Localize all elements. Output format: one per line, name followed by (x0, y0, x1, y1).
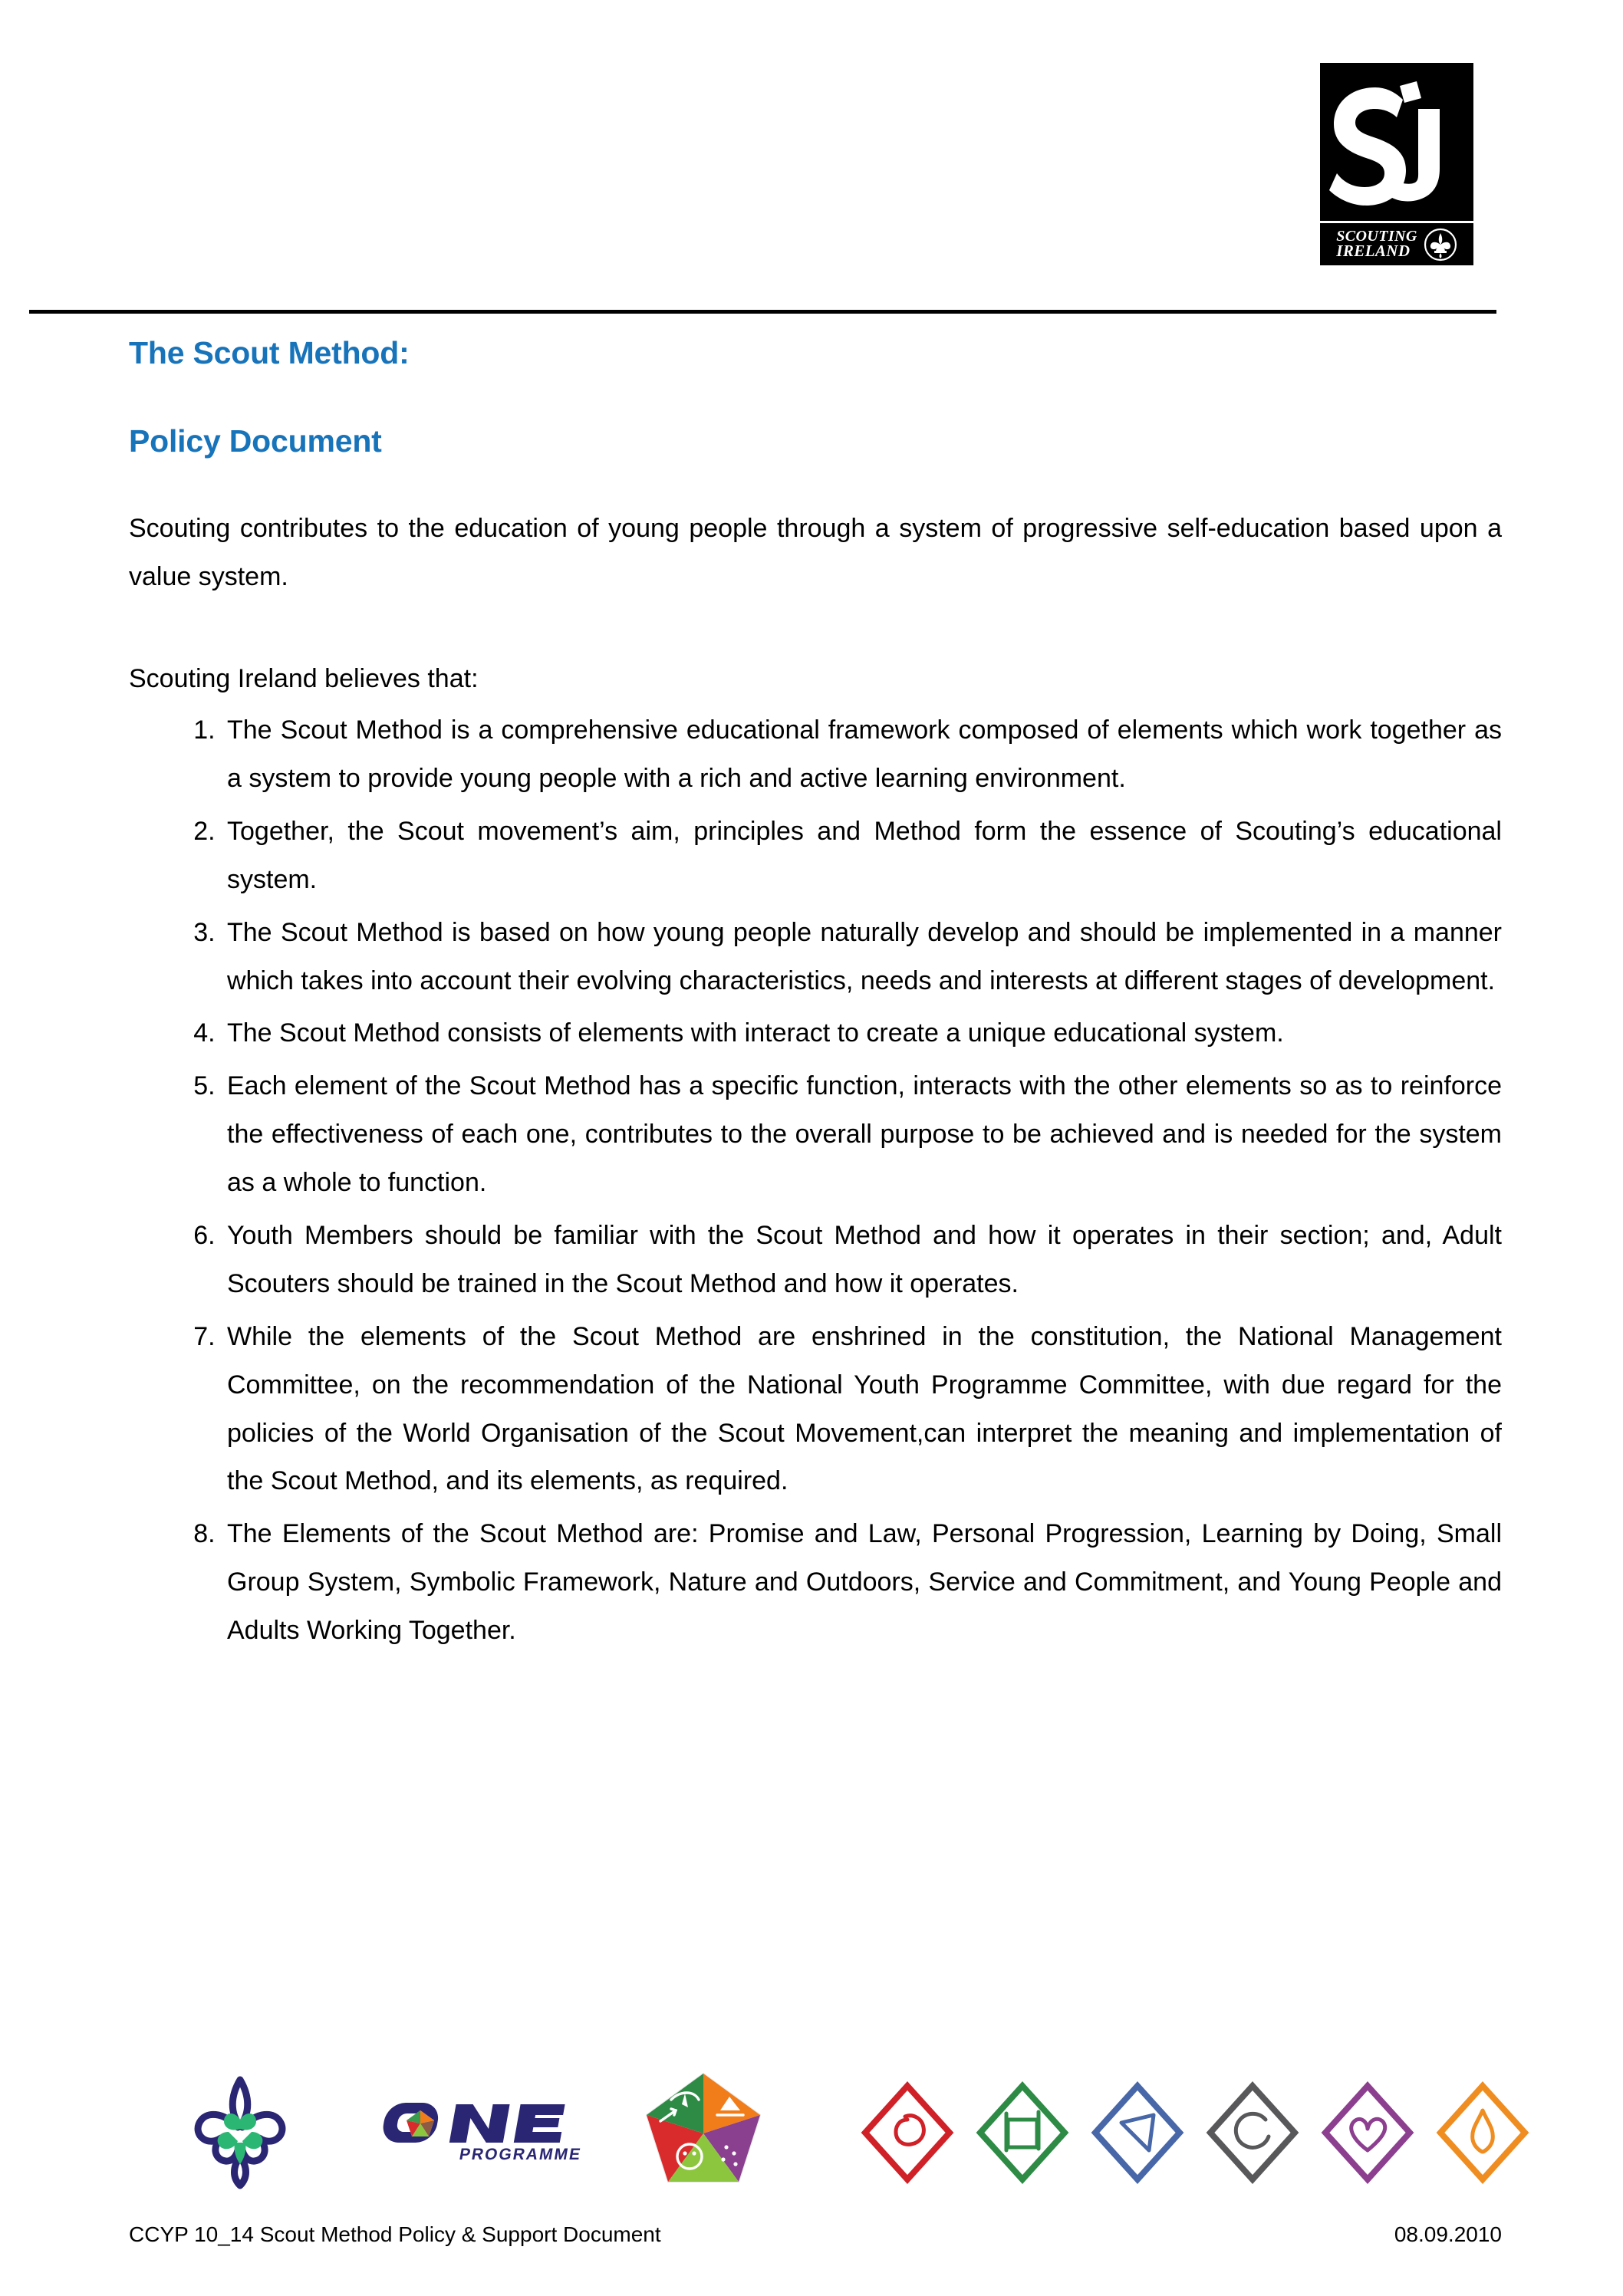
fleur-de-lis-shamrock-icon (190, 2071, 290, 2193)
circle-diamond-icon (1201, 2075, 1304, 2190)
logo-wordmark (1320, 223, 1473, 265)
flame-diamond-icon (1431, 2075, 1534, 2190)
scouting-ireland-logo (1320, 63, 1473, 265)
footer-logo-strip (0, 2069, 1623, 2207)
si-monogram-icon (1320, 63, 1473, 221)
footer-reference: CCYP 10_14 Scout Method Policy & Support Document (129, 2222, 661, 2246)
list-item: 8. The Elements of the Scout Method are: Promise and Law, Personal Progression, Learning by Doing, Small Group System, Symbolic Framework, Nature and Outdoors, Service and Commitment, and Young People and Adults Working Together. (222, 1510, 1502, 1655)
page-footer (129, 2222, 1502, 2247)
five-segment-pentagon-badge-icon (638, 2069, 769, 2198)
list-item: 5. Each element of the Scout Method has a specific function, interacts with the other elements so as to reinforce the effectiveness of each one, contributes to the overall purpose to be achieved and is needed for the system as a whole to function. (222, 1062, 1502, 1207)
list-item: 7. While the elements of the Scout Method are enshrined in the constitution, the National Management Committee, on the recommendation of the National Youth Programme Committee, with due regard for the policies of the World Organisation of the Scout Movement,can interpret the meaning and implementation of the Scout Method, and its elements, as required. (222, 1313, 1502, 1506)
list-item: 2. Together, the Scout movement’s aim, principles and Method form the essence of Scouting’s educational system. (222, 808, 1502, 904)
logo-org-line2: IRELAND (1336, 242, 1411, 261)
header-divider (29, 310, 1496, 314)
one-programme-subword: PROGRAMME (458, 2146, 584, 2163)
document-content (129, 334, 1502, 1660)
lead-in-text: Scouting Ireland believes that: (129, 664, 479, 694)
page-subtitle: Policy Document (129, 423, 382, 459)
logo-org-line1: SCOUTING (1336, 228, 1417, 245)
one-programme-logo (371, 2098, 594, 2172)
page-title: The Scout Method: (129, 335, 410, 370)
fleur-de-lis-icon (1424, 228, 1457, 262)
policy-points-list (129, 706, 1502, 1655)
scout-method-element-diamonds (856, 2075, 1534, 2190)
list-item: 3. The Scout Method is based on how young people naturally develop and should be implemented in a manner which takes into account their evolving characteristics, needs and interests at different stages of development. (222, 909, 1502, 1005)
footer-date: 08.09.2010 (1394, 2222, 1502, 2246)
heart-diamond-icon (1316, 2075, 1419, 2190)
intro-paragraph: Scouting contributes to the education of young people through a system of progressive self-education based upon a value system. (129, 514, 1502, 592)
list-item: 4. The Scout Method consists of elements with interact to create a unique educational system. (222, 1009, 1502, 1058)
spiral-diamond-icon (856, 2075, 959, 2190)
list-item: 6. Youth Members should be familiar with the Scout Method and how it operates in their section; and, Adult Scouters should be trained in the Scout Method and how it operates. (222, 1212, 1502, 1308)
triangle-diamond-icon (1086, 2075, 1189, 2190)
list-item: 1. The Scout Method is a comprehensive educational framework composed of elements which work together as a system to provide young people with a rich and active learning environment. (222, 706, 1502, 803)
square-diamond-icon (971, 2075, 1074, 2190)
